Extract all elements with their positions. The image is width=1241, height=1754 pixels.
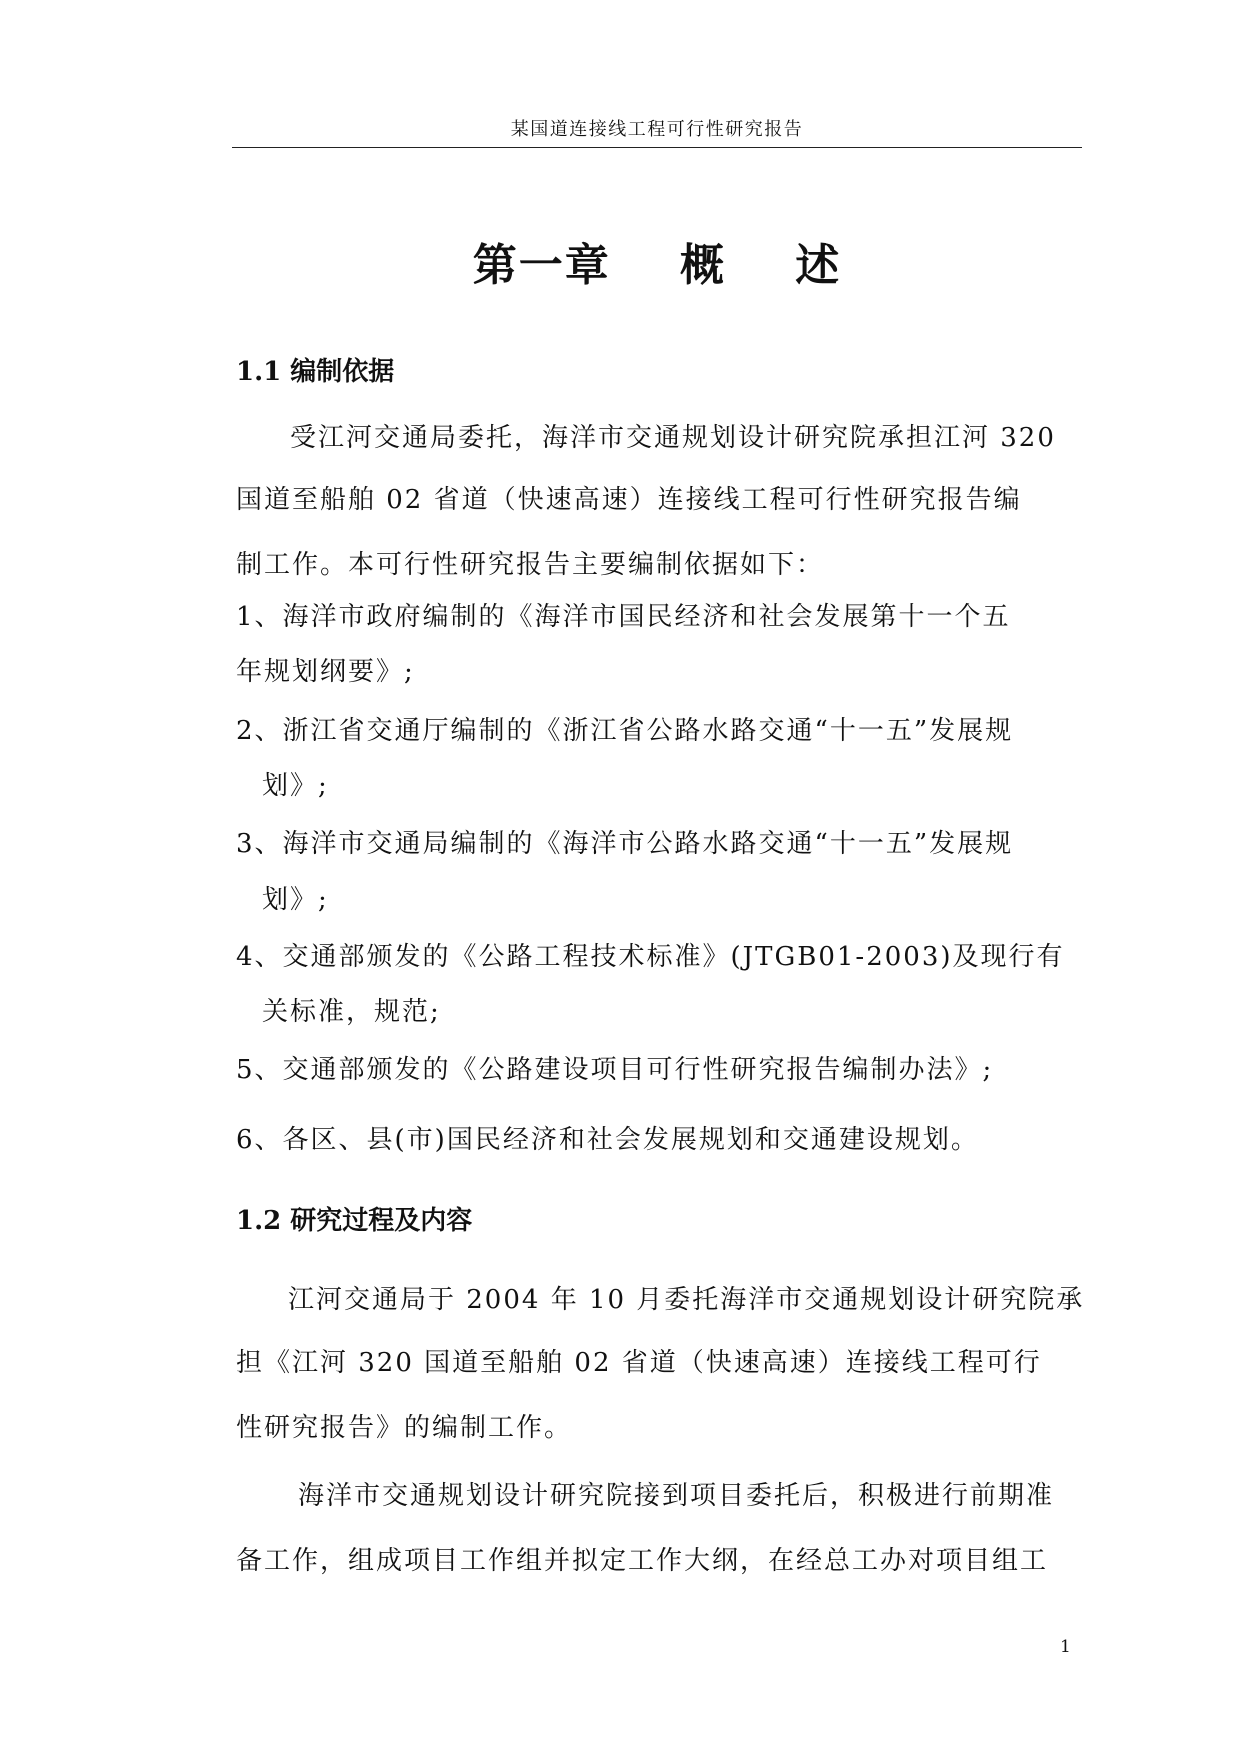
- list-item-line: 年规划纲要》;: [236, 657, 415, 687]
- paragraph-line: 制工作。本可行性研究报告主要编制依据如下：: [236, 550, 825, 580]
- page-number: 1: [1060, 1637, 1071, 1657]
- header-divider: [232, 147, 1082, 148]
- list-item-line: 5、交通部颁发的《公路建设项目可行性研究报告编制办法》;: [236, 1055, 994, 1085]
- list-item-line: 1、海洋市政府编制的《海洋市国民经济和社会发展第十一个五: [236, 602, 1011, 632]
- list-item-line: 3、海洋市交通局编制的《海洋市公路水路交通“十一五”发展规: [236, 829, 1014, 859]
- running-header-title: 某国道连接线工程可行性研究报告: [510, 119, 804, 140]
- section-heading-1-1: 1.1 编制依据: [236, 357, 395, 387]
- paragraph-line: 江河交通局于 2004 年 10 月委托海洋市交通规划设计研究院承: [288, 1285, 1085, 1315]
- paragraph-line: 受江河交通局委托，海洋市交通规划设计研究院承担江河 320: [290, 423, 1056, 453]
- list-item-line: 关标准，规范;: [262, 997, 441, 1027]
- list-item-line: 6、各区、县(市)国民经济和社会发展规划和交通建设规划。: [236, 1125, 979, 1155]
- list-item-line: 划》;: [262, 771, 329, 801]
- list-item-line: 划》;: [262, 885, 329, 915]
- paragraph-line: 备工作，组成项目工作组并拟定工作大纲，在经总工办对项目组工: [236, 1546, 1049, 1576]
- list-item-line: 4、交通部颁发的《公路工程技术标准》(JTGB01-2003)及现行有: [236, 942, 1065, 972]
- paragraph-line: 性研究报告》的编制工作。: [236, 1413, 573, 1443]
- chapter-title: 第一章 概 述: [472, 240, 842, 291]
- paragraph-line: 国道至船舶 02 省道（快速高速）连接线工程可行性研究报告编: [236, 485, 1022, 515]
- paragraph-line: 海洋市交通规划设计研究院接到项目委托后，积极进行前期准: [298, 1481, 1055, 1511]
- list-item-line: 2、浙江省交通厅编制的《浙江省公路水路交通“十一五”发展规: [236, 716, 1014, 746]
- paragraph-line: 担《江河 320 国道至船舶 02 省道（快速高速）连接线工程可行: [236, 1348, 1042, 1378]
- section-heading-1-2: 1.2 研究过程及内容: [236, 1206, 473, 1236]
